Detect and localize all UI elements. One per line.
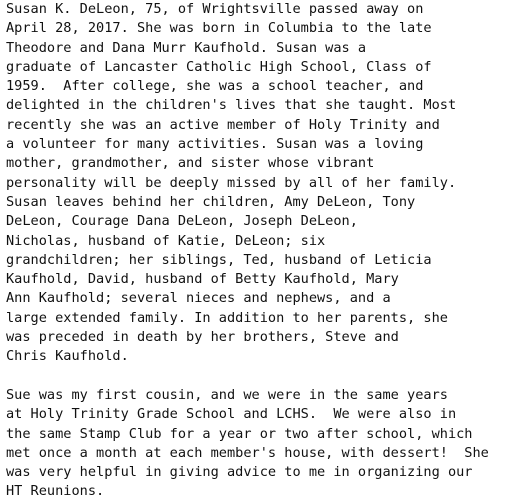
obituary-line: was preceded in death by her brothers, Steve and bbox=[6, 329, 399, 346]
remembrance-line: met once a month at each member's house, with dessert! She bbox=[6, 444, 489, 461]
obituary-line: Susan leaves behind her children, Amy DeLeon, Tony bbox=[6, 193, 416, 210]
obituary-line: Kaufhold, David, husband of Betty Kaufhold, Mary bbox=[6, 271, 399, 288]
obituary-line: 1959. After college, she was a school teacher, and bbox=[6, 78, 424, 95]
obituary-line: personality will be deeply missed by all of her family. bbox=[6, 174, 457, 191]
obituary-line: Susan K. DeLeon, 75, of Wrightsville passed away on bbox=[6, 1, 424, 17]
obituary-line: a volunteer for many activities. Susan was a loving bbox=[6, 136, 424, 153]
remembrance-line: the same Stamp Club for a year or two after school, which bbox=[6, 425, 473, 442]
obituary-line: Theodore and Dana Murr Kaufhold. Susan was a bbox=[6, 39, 367, 56]
obituary-line: delighted in the children's lives that she taught. Most bbox=[6, 97, 457, 114]
remembrance-paragraph bbox=[6, 386, 521, 502]
obituary-line: Chris Kaufhold. bbox=[6, 348, 129, 365]
obituary-line: April 28, 2017. She was born in Columbia to the late bbox=[6, 20, 432, 37]
obituary-line: Nicholas, husband of Katie, DeLeon; six bbox=[6, 232, 326, 249]
remembrance-line: was very helpful in giving advice to me in organizing our bbox=[6, 464, 473, 481]
obituary-line: grandchildren; her siblings, Ted, husband of Leticia bbox=[6, 251, 432, 268]
remembrance-line: at Holy Trinity Grade School and LCHS. We were also in bbox=[6, 406, 457, 423]
obituary-line: DeLeon, Courage Dana DeLeon, Joseph DeLeon, bbox=[6, 213, 358, 230]
remembrance-line: HT Reunions. bbox=[6, 483, 105, 500]
obituary-line: Ann Kaufhold; several nieces and nephews, and a bbox=[6, 290, 391, 307]
obituary-line: large extended family. In addition to her parents, she bbox=[6, 309, 448, 326]
obituary-line: graduate of Lancaster Catholic High School, Class of bbox=[6, 58, 432, 75]
document bbox=[6, 0, 521, 502]
obituary-line: mother, grandmother, and sister whose vibrant bbox=[6, 155, 375, 172]
obituary-paragraph bbox=[6, 0, 521, 367]
obituary-line: recently she was an active member of Holy Trinity and bbox=[6, 116, 440, 133]
remembrance-line: Sue was my first cousin, and we were in the same years bbox=[6, 386, 448, 403]
paragraph-spacer bbox=[6, 367, 521, 386]
